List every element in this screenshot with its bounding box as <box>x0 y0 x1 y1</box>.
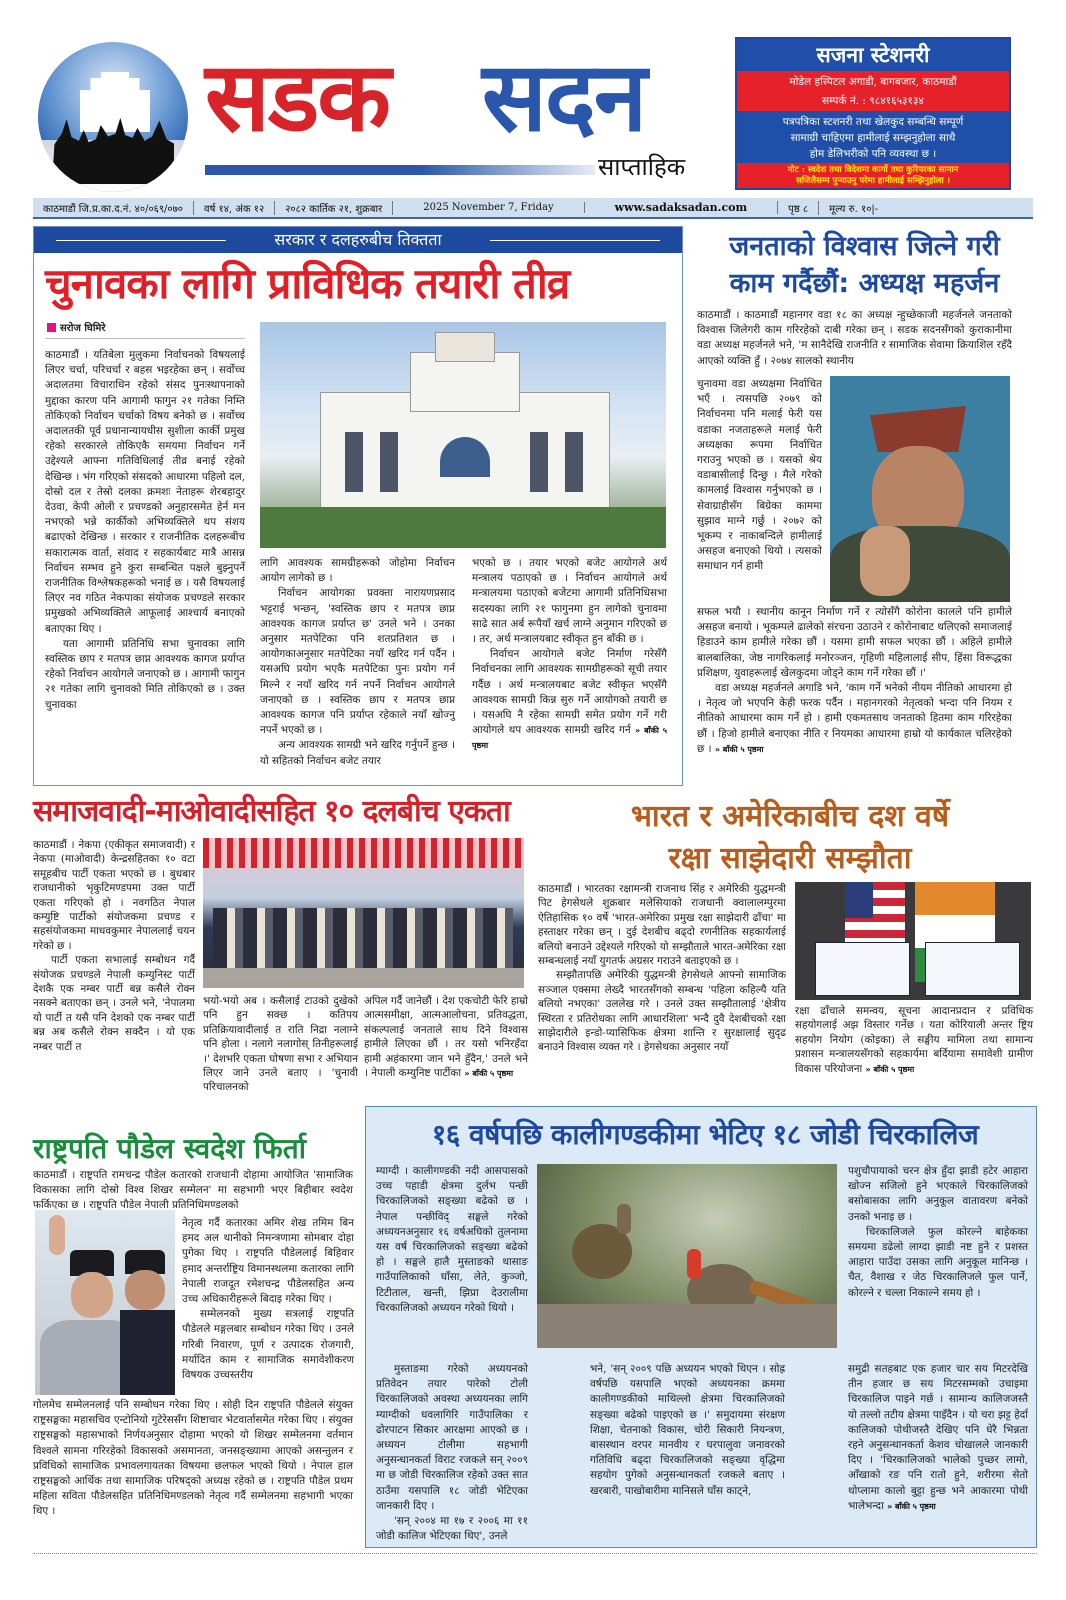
lead-column-3: भएको छ । तयार भएको बजेट आयोगले अर्थ मन्त्रालय पठाएको छ । निर्वाचन आयोगले अर्थ मन्त्रालयमा पठाएको बजेटमा आगामी प्रतिनिधिसभा सदस्यका लागि २१ फागुनमा हुन लागेको चुनावमा साढे सात अर्ब रूपैयाँ खर्च लाग्ने अनुमान गरिएको छ । तर, अर्थ मन्त्रालयबाट स्वीकृत हुन बाँकी छ । निर्वाचन आयोगले बजेट निर्माण गरेसँगै निर्वाचनका लागि आवश्यक सामग्रीहरूको सूची तयार गर्दैछ । अर्थ मन्त्रालयबाट बजेट स्वीकृत भएसँगै आवश्यक सामग्री किन्न सुरु गर्ने आयोगको तयारी छ । यसअघि नै रहेका सामग्री समेत प्रयोग गर्ने गरी आयोगले थप आवश्यक सामग्री खरिद गर्न » बाँकी ५ पृष्ठमा <box>472 557 667 751</box>
byline-marker-icon <box>47 323 56 332</box>
ward-chair-portrait-photo <box>830 376 1010 602</box>
price: मूल्य रु. १०|- <box>829 203 879 215</box>
masthead-title-part1: सडक <box>205 41 389 153</box>
party-unity-event-photo <box>203 838 524 988</box>
page-bottom-divider <box>33 1553 1037 1555</box>
masthead-underline <box>205 165 595 175</box>
divider <box>45 338 245 339</box>
continued-link[interactable]: » बाँकी ५ पृष्ठमा <box>714 744 764 754</box>
ad-description-line: सामाग्री चाहिएमा हामीलाई सम्झनुहोला साथै <box>790 132 956 144</box>
ward-column-beside-photo: चुनावमा वडा अध्यक्षमा निर्वाचित भएँ । त्यसपछि २०७९ को निर्वाचनमा पनि मलाई फेरी यस वडाका नजताहरूले मलाई फेरी अध्यक्षका रूपमा निर्वाचित गराउनु भएको छ । यसको श्रेय वडाबासीलाई दिन्छु । मैले गरेको कामलाई विश्वास गर्नुभएको छ । सेवाग्राहीसँग बिग्रेका काममा सुझाव माग्ने गर्छु । २०७२ को भूकम्प र नाकाबन्दिले हामीलाई असहज बनाएको थियो । त्यसको समाधान गर्न हामी <box>697 378 822 573</box>
continued-link[interactable]: » बाँकी ५ पृष्ठमा <box>464 1069 514 1079</box>
parliament-building-icon <box>80 72 150 132</box>
registration-number: काठमाडौं जि.प्र.का.द.नं. ४०/०६९/०७० <box>33 201 194 215</box>
masthead-title-part2: सदन <box>482 41 646 153</box>
bird-column-2: भने, 'सन् २००९ पछि अध्ययन भएको थिएन । सोह्र वर्षपछि यसपालि भएको अध्ययनका क्रममा कालीगण्डकीको माथिल्लो क्षेत्रमा चिरकालिजको सङ्ख्या बढेको पाइएको छ ।' समुदायमा संरक्षण शिक्षा, चेतनाको विकास, चोरी सिकारी नियन्त्रण, बासस्थान वरपर मानवीय र घरपालुवा जनावरको गतिविधि बढ्दा चिरकालिजको सङ्ख्या वृद्धिमा सहयोग पुगेको अनुसन्धानकर्ता रजकले बताए । खरबारी, पाखोबारीमा मानिसले घाँस काट्ने, <box>590 1363 785 1497</box>
unity-story-headline: समाजवादी-माओवादीसहित १० दलबीच एकता <box>33 794 510 829</box>
cheer-pheasant-pair-photo <box>537 1164 837 1348</box>
defense-agreement-signing-photo <box>795 882 1031 1000</box>
unity-column-2: भयो-भयो अब । कसैलाई टाउको दुखेको पनि हुन सक्छ । कतिपय प्रतिक्रियावादीलाई त राति निद्रा नलाग्ने पनि होला । नलागे नलागोस् तिनीहरूलाई ।' देशभरि एकता घोषणा सभा र अभियान लिएर जाने उनले बताए । 'चुनावी परिचालनको <box>203 995 358 1094</box>
bird-left-top: म्याग्दी । कालीगण्डकी नदी आसपासको उच्च पहाडी क्षेत्रमा दुर्लभ पन्छी चिरकालिजको सङ्ख्या बढेको छ । नेपाल पन्छीविद् सङ्घले गरेको अध्ययनअनुसार १६ वर्षअघिको तुलनामा यस वर्ष चिरकालिजको सङ्ख्या बढेको हो । सङ्घले हालै मुस्ताङको थासाङ गाउँपालिकाको घाँसा, लेते, कुञ्जो, टिटीताल, खन्ती, झिप्रा देउरालीमा चिरकालिजको अध्ययन गरेको थियो । <box>376 1165 528 1314</box>
leaders-row <box>213 908 513 968</box>
signed-document <box>925 942 1020 996</box>
president-story-headline: राष्ट्रपति पौडेल स्वदेश फिर्ता <box>33 1132 306 1165</box>
continued-link[interactable]: » बाँकी ५ पृष्ठमा <box>472 726 667 751</box>
ad-description-line: पत्रपत्रिका स्टशनरी तथा खेलकुद सम्बन्धि सम्पूर्ण <box>782 116 964 128</box>
signed-document <box>815 942 910 996</box>
election-commission-building-photo <box>260 322 666 548</box>
bird-right-top: पशुचौपायाको चरन क्षेत्र हुँदा झाडी हटेर आहारा खोज्न सजिलो हुने भएकाले चिरकालिजको बसोबासका लागि अनुकूल वातावरण बनेको उनको भनाइ छ । चिरकालिजले फुल कोरल्ने बाहेकका समयमा डढेलो लाग्दा झाडी नष्ट हुने र प्रशस्त आहारा पाउँदा उसका लागि अनुकूल मानिन्छ । चैत, वैशाख र जेठ चिरकालिजले फुल पार्ने, कोरल्ने र चल्ला निकाल्ने समय हो । <box>848 1165 1028 1299</box>
lead-column-2: लागि आवश्यक सामग्रीहरूको जोहोमा निर्वाचन आयोग लागेको छ । निर्वाचन आयोगका प्रवक्ता नारायणप्रसाद भट्टराई भन्छन्, 'स्वस्तिक छाप र मतपत्र छाप्न आवश्यक कागज प्रर्याप्त छ' उनले भने । उनका अनुसार मतपेटिका पनि शतप्रतिशत छ । आयोगकाअनुसार मतपेटिका नयाँ खरिद गर्न पर्दैन । यसअघि प्रयोग भएकै मतपेटिका पुनः प्रयोग गर्न मिल्ने र नयाँ खरिद गर्न नपर्ने निर्वाचन आयोगले जनाएको छ । स्वस्तिक छाप र मतपत्र छाप्न आवश्यक कागज पनि प्रर्याप्त रहेकाले नयाँ खोज्नु नपर्ने भएको छ । अन्य आवश्यक सामग्री भने खरिद गर्नुपर्ने हुन्छ । यो सहितको निर्वाचन बजेट तयार <box>260 557 455 767</box>
waving-hand <box>49 1215 65 1255</box>
bird-column-1: मुस्ताङमा गरेको अध्ययनको प्रतिवेदन तयार पारेको टोली चिरकालिजको अवस्था अध्ययनका लागि म्याग्दीको धवलागिरि गाउँपालिका र ढोरपाटन सिकार आरक्षमा आएको छ । अध्ययन टोलीमा सहभागी अनुसन्धानकर्ता विराट रजकले सन् २००९ मा छ जोडी चिरकालिज रहेको उक्त सात ठाउँमा यसपालि १८ जोडी भेटिएका जानकारी दिए । 'सन् २००४ मा १७ र २००६ मा ११ जोडी कालिज भेटिएका थिए', उनले <box>376 1363 528 1543</box>
continued-link[interactable]: » बाँकी ५ पृष्ठमा <box>887 1501 936 1511</box>
president-column-beside-photo: नेतृत्व गर्दै कतारका अमिर शेख तमिम बिन हमद अल थानीको निमन्त्रणामा सोमबार दोहा पुगेका थिए । राष्ट्रपति पौडेललाई बिहिवार हमाद अन्तर्राष्ट्रिय विमानस्थलमा कतारका लागि नेपाली राजदूत रमेशचन्द्र पौडेलसहित अन्य उच्च अधिकारीहरूले बिदाइ गरेका थिए । सम्मेलनको मुख्य सत्रलाई राष्ट्रपति पौडेलले मङ्गलबार सम्बोधन गरेका थिए । उनले गरिबी निवारण, पूर्ण र उत्पादक रोजगारी, मर्यादित काम र सामाजिक समावेशीकरण विषयक उच्चस्तरीय <box>182 1217 354 1382</box>
president-column-after-photo: गोलमेच सम्मेलनलाई पनि सम्बोधन गरेका थिए । सोही दिन राष्ट्रपति पौडेलले संयुक्त राष्ट्रसङ्घका महासचिव एन्टोनियो गुटेरेससँग शिष्टाचार भेटवार्तासमेत गरेका थिए । संयुक्त राष्ट्रसङ्घको महासभाको निर्णयअनुसार दोहामा भएको यो शिखर सम्मेलनमा वर्तमान विश्वले सामना गरिरहेको विकासको असमानता, जनसङ्ख्यामा आएको असन्तुलन र प्रविधिको सामाजिक प्रभावलगायतका विषयमा छलफल भएको थियो । नेपाल हाल राष्ट्रसङ्घको आर्थिक तथा सामाजिक परिषद्को अध्यक्ष रहेको छ । राष्ट्रपति पौडेल प्रथम महिला सविता पौडेलसहित प्रतिनिधिमण्डलको नेतृत्व गर्दै सम्मेलनमा सहभागी भएका थिए । <box>33 1399 353 1518</box>
ward-column-after-photo: सफल भयौ । स्थानीय कानून निर्माण गर्ने र त्योसँगै कोरोना कालले पनि हामीले असहज बनायो । भूकम्पले ढालेको संरचना उठाउने र कोरोनाबाट थलिएको समाजलाई हिडाउने काम हामीले गरेका छौं । यसमा हामी सफल भएका छौं । अहिले हामीले बालबालिका, जेष्ठ नागरिकलाई मनोरञ्जन, गृहिणी महिलालाई सीप, हिंसा विरूद्धका प्रशिक्षण, युवाहरूलाई खेलकुदमा जोड्ने काम गर्ने गरेका छौं ।' वडा अध्यक्ष महर्जनले अगाडि भने, 'काम गर्ने भनेको नीयम नीतिको आधारमा हो । नेतृत्व जो भएपनि केही फरक पर्दैन । महानगरको नेतृत्वको भन्दा पनि नियम र नीतिको आधारमा काम गर्ने हो । हामी एकमतसाथ जनताको हितमा काम गरिरहेका छौं । हिजो हामीले बनाएका नीति र नियमका आधारमा हाम्रो यो कार्यकाल चलिरहेको छ । » बाँकी ५ पृष्ठमा <box>697 606 1012 755</box>
english-date: 2025 November 7, Friday <box>393 202 584 213</box>
unity-column-3: अपिल गर्दै जानेछौं । देश एकचोटी फेरि हाम्रो आत्मसमीक्षा, आत्मआलोचना, प्रतिवद्धता, संकल्पलाई जनताले साथ दिने विश्वास हामीले लिएका छौं । तर यसो भनिरहँदा हामी अहंकारमा जान भने हुँदैन,' उनले भने । नेपाली कम्युनिष्ट पार्टीका » बाँकी ५ पृष्ठमा <box>364 995 528 1080</box>
president-intro: काठमाडौं । राष्ट्रपति रामचन्द्र पौडेल कतारको राजधानी दोहामा आयोजित 'सामाजिक विकासका लागि दोस्रो विश्व शिखर सम्मेलन' मा सहभागी भएर बिहीबार स्वदेश फर्किएका छ । राष्ट्रपति पौडेल नेपाली प्रतिनिधिमण्डलको <box>33 1169 353 1212</box>
ad-note-line: नोट : स्वदेश तथा विदेशमा कार्गो तथा कुरियरका सामान <box>787 165 959 175</box>
website-link[interactable]: www.sadaksadan.com <box>585 201 779 214</box>
volume-issue: वर्ष १४, अंक १२ <box>194 201 275 215</box>
flags-bunting <box>203 838 524 868</box>
india-us-column-1: काठमाडौं । भारतका रक्षामन्त्री राजनाथ सिंह र अमेरिकी युद्धमन्त्री पिट हेगसेथले शुक्रबार मलेसियाको राजधानी क्वालालम्पुरमा ऐतिहासिक १० वर्षे 'भारत-अमेरिका प्रमुख रक्षा साझेदारी ढाँचा' मा हस्ताक्षर गरेका छन् । दुई देशबीच बढ्दो रणनीतिक सहकार्यलाई बलियो बनाउने उद्देश्यले गरिएको यो सम्झौताले भारत-अमेरिका रक्षा सम्बन्धलाई नयाँ युगतर्फ अग्रसर गराउने बताइएको छ । सम्झौतापछि अमेरिकी युद्धमन्त्री हेगसेथले आफ्नो सामाजिक सञ्जाल एक्समा लेख्दै भारतसँगको सम्बन्ध 'पहिला कहिल्यै यति बलियो नभएका' उललेख गरे । उनले उक्त सम्झौतालाई 'क्षेत्रीय स्थिरता र प्रतिरोधका लागि आधारशिला' भन्दै दुवै देशबीचको रक्षा साझेदारीले इन्डो-प्यासिफिक क्षेत्रमा शान्ति र सुरक्षालाई सुदृढ बनाउने विश्वास व्यक्त गरे । हेगसेथका अनुसार नयाँ <box>538 883 786 1054</box>
ad-contact: सम्पर्क नं. : ९८४१६५३१३४ <box>822 95 924 107</box>
unity-column-1: काठमाडौं । नेकपा (एकीकृत समाजवादी) र नेकपा (माओवादी) केन्द्रसहितका १० वटा समूहबीच पार्टी एकता भएको छ । बुधबार राजधानीको भृकुटिमण्डपमा उक्त पार्टी एकता गरिएको हो । नवगठित नेपाल कम्युष्टि पार्टीको संयोजकमा प्रचण्ड र सहसंयोजकमा माधवकुमार नेपाललाई चयन गरेको छ । पार्टी एकता सभालाई सम्बोधन गर्दै संयोजक प्रचण्डले नेपाली कम्युनिस्ट पार्टी देशकै एक नम्बर पार्टी बन्न कसैले रोक्न नसक्ने बताएका छन् । उनले भने, 'नेपालमा यो पार्टी त यसै पनि देशको एक नम्बर पार्टी बन्न अब कसैले रोक्न सक्दैन । यो एक नम्बर पार्टी त <box>33 839 195 1053</box>
stationery-advertisement <box>735 37 1011 190</box>
ad-note-line: सजिलैसम्म पुऱ्याउनु परेमा हामीलाई सम्झिनुहोला । <box>796 176 950 186</box>
lead-kicker: सरकार र दलहरुबीच तिक्तता <box>34 227 682 253</box>
lead-column-1: काठमाडौं । यतिबेला मुलुकमा निर्वाचनको विषयलाई लिएर चर्चा, परिचर्चा र बहस भइरहेका छन् । सर्वोच्च अदालतमा विचाराधिन रहेको संसद पुनःस्थापनाको मुद्दाका कारण पनि आगामी फागुन २१ गतेका निम्ति तोकिएको निर्वाचन चर्चाको विषय बनेको छ । सर्वोच्च अदालतकी पूर्व प्रधानान्यायधीस सुशीला कार्की प्रमुख रहेको सरकारले तोकिएकै समयमा निर्वाचन गर्ने उद्देश्यले आफ्ना गतिविधिलाई तीव्र बनाई रहेको देखिन्छ । भंग गरिएको संसदको आधारमा पहिलो दल, दोस्रो दल र तेस्रो दलका क्रमशः नेताहरू शेरबहादुर देउवा, केपी ओली र प्रचण्डको अनुहारसमेत हेर्न मन नभएको भन्ने कार्कीको अभिव्यक्तिले थप संशय बढाएको देखिन्छ । सरकार र राजनीतिक दलहरूबीच सकारात्मक वार्ता, संवाद र सहकार्यबाट मात्रै आसन्न निर्वाचन सम्भव हुने कुरा सम्बन्धित पक्षले बुझ्नुपर्ने राजनीतिक विश्लेषकहरूको भनाई छ । यसै विषयलाई लिएर नव गठित नेकपाका संयोजक प्रचण्डले सरकार प्रमुखको अभिव्यक्तिले आफूलाई आश्चार्य बनाएको बताएका थिए । यता आगामी प्रतिनिधि सभा चुनावका लागि स्वस्तिक छाप र मतपत्र छाप्न आवश्यक कागज प्रर्याप्त रहेको निर्वाचन आयोगले जनाएको छ । आगामी फागुन २१ गतेका लागि चुनावको मिति तोकिएको छ । उक्त चुनावका <box>45 349 245 711</box>
bird-column-3: समुद्री सतहबाट एक हजार चार सय मिटरदेखि तीन हजार छ सय मिटरसम्मको उचाइमा चिरकालिज पाइने गर्छ । सामान्य कालिजजस्तै यो तल्लो तटीय क्षेत्रमा पाइँदैन । यो चरा झट्ट हेर्दा कालिजको पोथीजस्तै देखिए पनि धेरै भिन्नता रहने अनुसन्धानकर्ता केशव चोखालले जानकारी दिए । 'चिरकालिजको भालेको पुच्छर लामो, आँखाको रङ पनि रातो हुने, शरीरमा सेतो थोप्लामा कालो बुट्टा हुन्छ भने आकारमा पोथी भालेभन्दा » बाँकी ५ पृष्ठमा <box>848 1363 1028 1512</box>
ad-business-name: सजना स्टेशनरी <box>737 39 1009 71</box>
page-number: पृष्ठ ८ <box>778 201 819 215</box>
nepali-date: २०८२ कार्तिक २१, शुक्रबार <box>275 201 393 215</box>
issue-info-bar <box>33 198 1033 219</box>
ad-description-line: होम डेलिभरीको पनि व्यवस्था छ । <box>809 148 937 160</box>
masthead-subtitle: साप्ताहिक <box>598 153 686 181</box>
ward-story-headline: जनताको विश्वास जित्ने गरी काम गर्दैछौं: अध्यक्ष महर्जन <box>729 231 1000 299</box>
lead-headline: चुनावका लागि प्राविधिक तयारी तीव्र <box>45 259 570 308</box>
india-us-headline: भारत र अमेरिकाबीच दश वर्षे रक्षा साझेदारी सम्झौता <box>630 799 950 876</box>
bird-story-headline: १६ वर्षपछि कालीगण्डकीमा भेटिए १८ जोडी चिरकालिज <box>431 1118 979 1151</box>
ad-address: मोडेल हस्पिटल अगाडी, बागबजार, काठमाडौं <box>789 76 957 88</box>
india-us-column-2: रक्षा ढाँचाले समन्वय, सूचना आदानप्रदान र प्रविधिक सहयोगलाई अझ विस्तार गर्नेछ । यता कोरियाली अन्तर ष्ट्रिय सहयोग नियोग (कोइका) ले सङ्घीय मामिला तथा सामान्य प्रशासन मन्त्रालयसँगको सहकार्यमा बर्दियामा समावेशी ग्रामीण विकास परियोजना » बाँकी ५ पृष्ठमा <box>795 1005 1033 1075</box>
byline: सरोज घिमिरे <box>47 320 106 334</box>
ward-intro: काठमाडौं । काठमाडौं महानगर वडा १८ का अध्यक्ष न्हुच्छेकाजी महर्जनले जनताको विश्वास जिलेगरी काम गरिरहेको दाबी गरेका छन् । सडक सदनसँगको कुराकानीमा वडा अध्यक्ष महर्जनले भने, 'म सानैदेखि राजनीति र सामाजिक सेवामा क्रियाशिल रहँदै आएको व्यक्ति हुँ । २०७४ सालको स्थानीय <box>697 309 1012 367</box>
continued-link[interactable]: » बाँकी ५ पृष्ठमा <box>865 1064 915 1074</box>
president-waving-photo <box>35 1210 175 1395</box>
newspaper-logo-emblem <box>38 42 188 192</box>
